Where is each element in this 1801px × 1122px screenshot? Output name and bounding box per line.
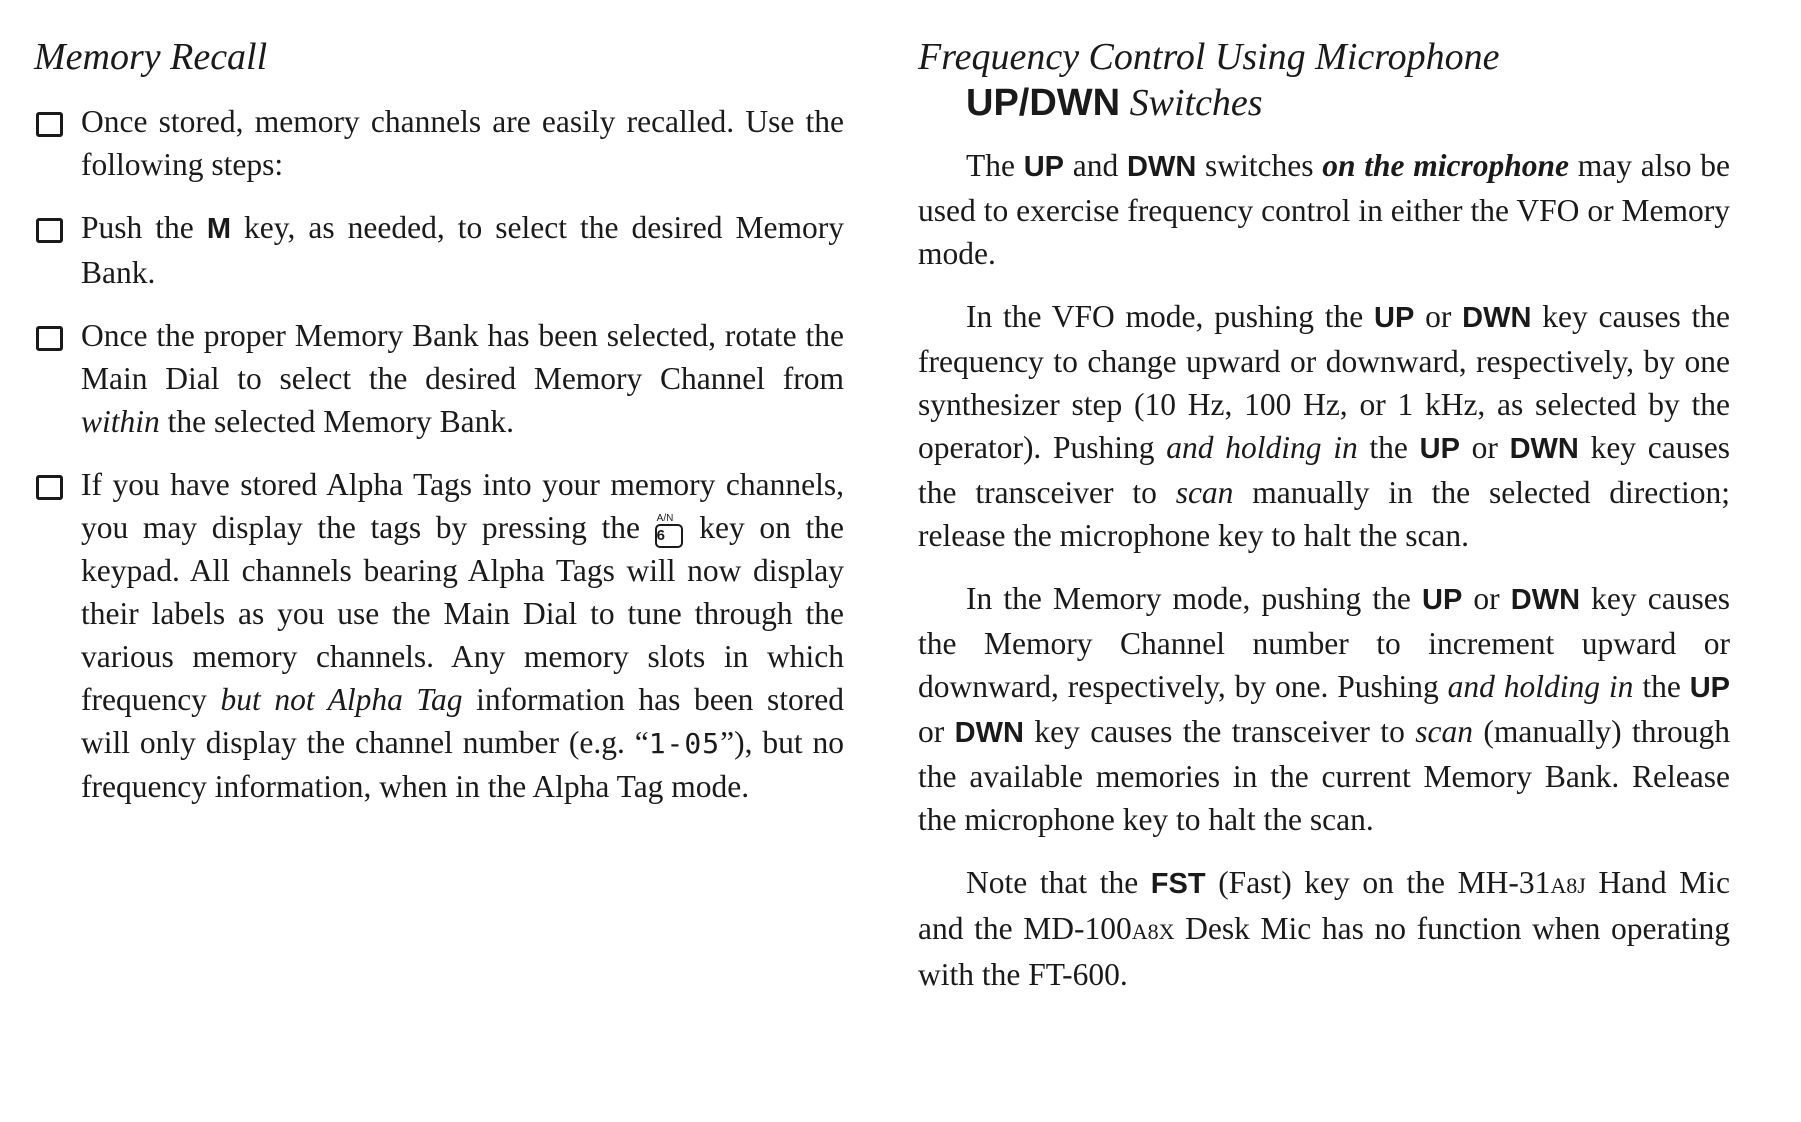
checkbox-bullet-icon (36, 475, 63, 500)
memory-recall-heading: Memory Recall (34, 36, 268, 78)
left-column (34, 34, 844, 828)
list-item-text: Once the proper Memory Bank has been selected, rotate the Main Dial to select the desired Memory Channel from within the selected Memory Bank. (81, 318, 844, 439)
heading-line-2: UP/DWN Switches (966, 82, 1263, 124)
list-item-text: Push the M key, as needed, to select the desired Memory Bank. (81, 210, 844, 290)
list-item-text: Once stored, memory channels are easily recalled. Use the following steps: (81, 104, 844, 182)
m-key-label: M (206, 213, 231, 245)
list-item (34, 206, 844, 294)
paragraph: In the Memory mode, pushing the UP or DWN key causes the Memory Channel number to increment upward or downward, respectively, by one. Pushing and holding in the UP or DWN key causes the transceiver to scan (manually) through the available memories in the current Memory Bank. Release the microphone key to halt the scan. (918, 581, 1730, 837)
lcd-channel-display: 1-05 (648, 727, 721, 760)
list-item-text: If you have stored Alpha Tags into your memory channels, you may display the tags by pressing the A/N 6 key on the keypad. All channels bearing Alpha Tags will now display their labels as you use the Main Dial to tune through the various memory channels. Any memory slots in which frequency but not Alpha Tag information has been stored will only display the channel number (e.g. “1-05”), but no frequency information, when in the Alpha Tag mode. (81, 467, 844, 804)
right-column (918, 34, 1730, 1016)
checkbox-bullet-icon (36, 112, 63, 137)
list-item (34, 463, 844, 808)
checkbox-bullet-icon (36, 326, 63, 351)
list-item (34, 314, 844, 443)
checkbox-bullet-icon (36, 218, 63, 243)
frequency-control-heading: Frequency Control Using Microphone UP/DWN Switches (918, 34, 1730, 126)
list-item (34, 100, 844, 186)
paragraph: In the VFO mode, pushing the UP or DWN key causes the frequency to change upward or downward, respectively, by one synthesizer step (10 Hz, 100 Hz, or 1 kHz, as selected by the operator). Pushing and holding in the UP or DWN key causes the transceiver to scan manually in the selected direction; release the microphone key to halt the scan. (918, 299, 1730, 553)
an-6-key-icon: A/N 6 (655, 524, 683, 548)
paragraph: Note that the FST (Fast) key on the MH-31A8J Hand Mic and the MD-100A8X Desk Mic has no function when operating with the FT-600. (918, 865, 1730, 992)
paragraph: The UP and DWN switches on the microphone may also be used to exercise frequency control in either the VFO or Memory mode. (918, 148, 1730, 271)
